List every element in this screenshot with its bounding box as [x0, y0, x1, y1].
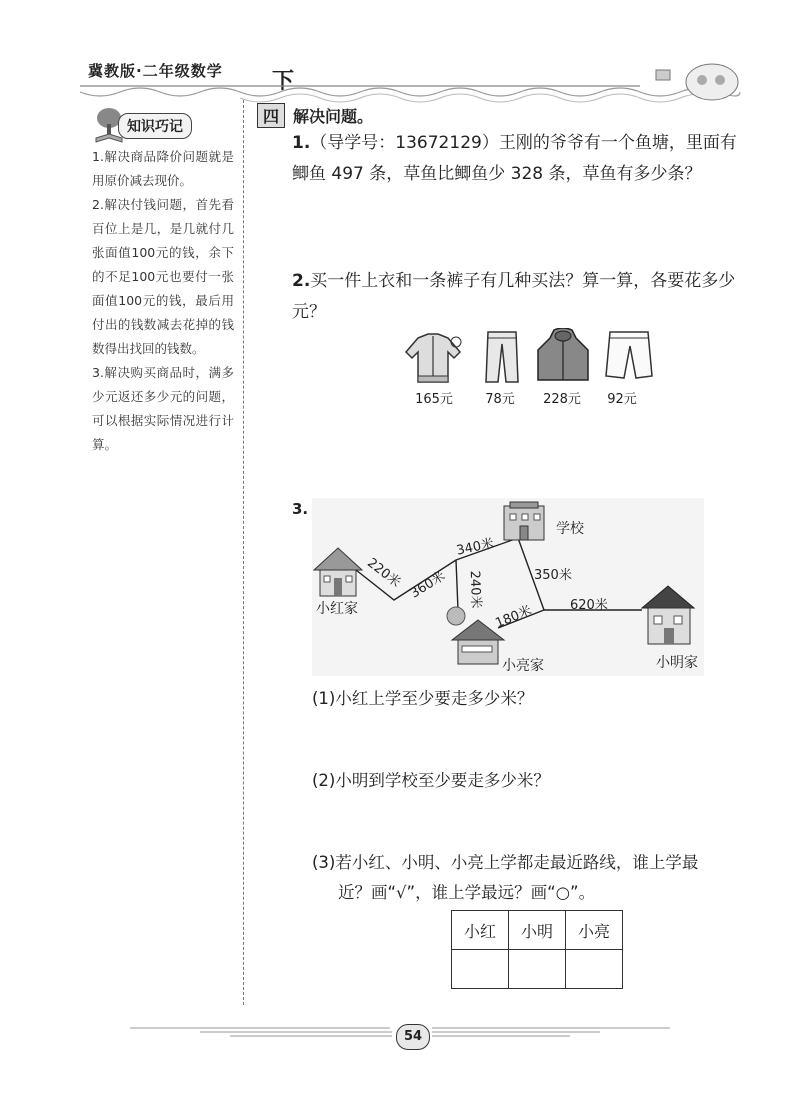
distance-240: 240米	[466, 570, 484, 609]
section-title: 解决问题。	[293, 107, 374, 126]
table-header: 小明	[509, 911, 566, 950]
table-header: 小红	[452, 911, 509, 950]
distance-350: 350米	[534, 568, 572, 583]
xiaohong-house-icon	[314, 548, 362, 596]
distance-620: 620米	[570, 598, 608, 613]
subquestion-2: (2)小明到学校至少要走多少米？	[312, 771, 550, 790]
xiaoming-house-icon	[642, 586, 694, 644]
answer-cell[interactable]	[509, 950, 566, 989]
column-divider	[243, 100, 244, 1005]
section-heading	[257, 103, 373, 128]
label-school: 学校	[556, 521, 584, 537]
sidebar-item: 3.解决购买商品时，满多少元返还多少元的问题，可以根据实际情况进行计算。	[92, 365, 234, 452]
jacket-icon	[402, 332, 464, 386]
table-header: 小亮	[566, 911, 623, 950]
answer-cell[interactable]	[452, 950, 509, 989]
school-building-icon	[504, 502, 544, 540]
label-xiaohong: 小红家	[316, 601, 358, 617]
distance-360: 360米	[407, 568, 448, 602]
label-xiaoming: 小明家	[656, 655, 698, 671]
subquestion-3-line-1: (3)若小红、小明、小亮上学都走最近路线，谁上学最	[312, 853, 699, 872]
question-1	[292, 128, 742, 190]
pants-icon	[472, 330, 534, 384]
answer-cell[interactable]	[566, 950, 623, 989]
question-text: 买一件上衣和一条裤子有几种买法？算一算，各要花多少元？	[292, 271, 736, 322]
sidebar-item: 1.解决商品降价问题就是用原价减去现价。	[92, 149, 234, 188]
coat-icon	[532, 328, 594, 382]
route-map-lines	[312, 498, 704, 676]
question-2	[292, 266, 742, 328]
sidebar-body	[92, 145, 234, 457]
price-label: 165元	[415, 392, 453, 407]
page-number: 54	[396, 1024, 430, 1050]
distance-180: 180米	[493, 603, 535, 632]
subquestion-1: (1)小红上学至少要走多少米？	[312, 689, 534, 708]
distance-220: 220米	[364, 555, 404, 591]
question-number: 2.	[292, 271, 311, 291]
header-badge-icon	[652, 58, 742, 102]
price-label: 228元	[543, 392, 581, 407]
question-text: （导学号：13672129）王刚的爷爷有一个鱼塘，里面有鲫鱼 497 条，草鱼比鲫鱼少 328 条，草鱼有多少条？	[292, 133, 737, 184]
subquestion-3-line-2: 近？画“√”，谁上学最远？画“○”。	[338, 883, 596, 902]
sidebar-item: 2.解决付钱问题，首先看百位上是几，是几就付几张面值100元的钱，余下的不足100元也要付一张面值100元的钱，最后用付出的钱数减去花掉的钱数得出找回的钱数。	[92, 197, 234, 356]
header-title: 冀教版·二年级数学	[88, 62, 223, 80]
route-map	[312, 498, 704, 676]
price-label: 92元	[607, 392, 637, 407]
question-number: 3.	[292, 500, 309, 518]
header-volume: 下	[272, 69, 295, 94]
answer-table	[451, 910, 623, 989]
trousers-icon	[598, 330, 660, 384]
distance-340: 340米	[455, 536, 496, 559]
sidebar-title: 知识巧记	[118, 113, 192, 139]
price-label: 78元	[485, 392, 515, 407]
question-number: 1.	[292, 133, 311, 153]
label-xiaoliang: 小亮家	[502, 658, 544, 674]
section-number-box: 四	[257, 103, 285, 128]
